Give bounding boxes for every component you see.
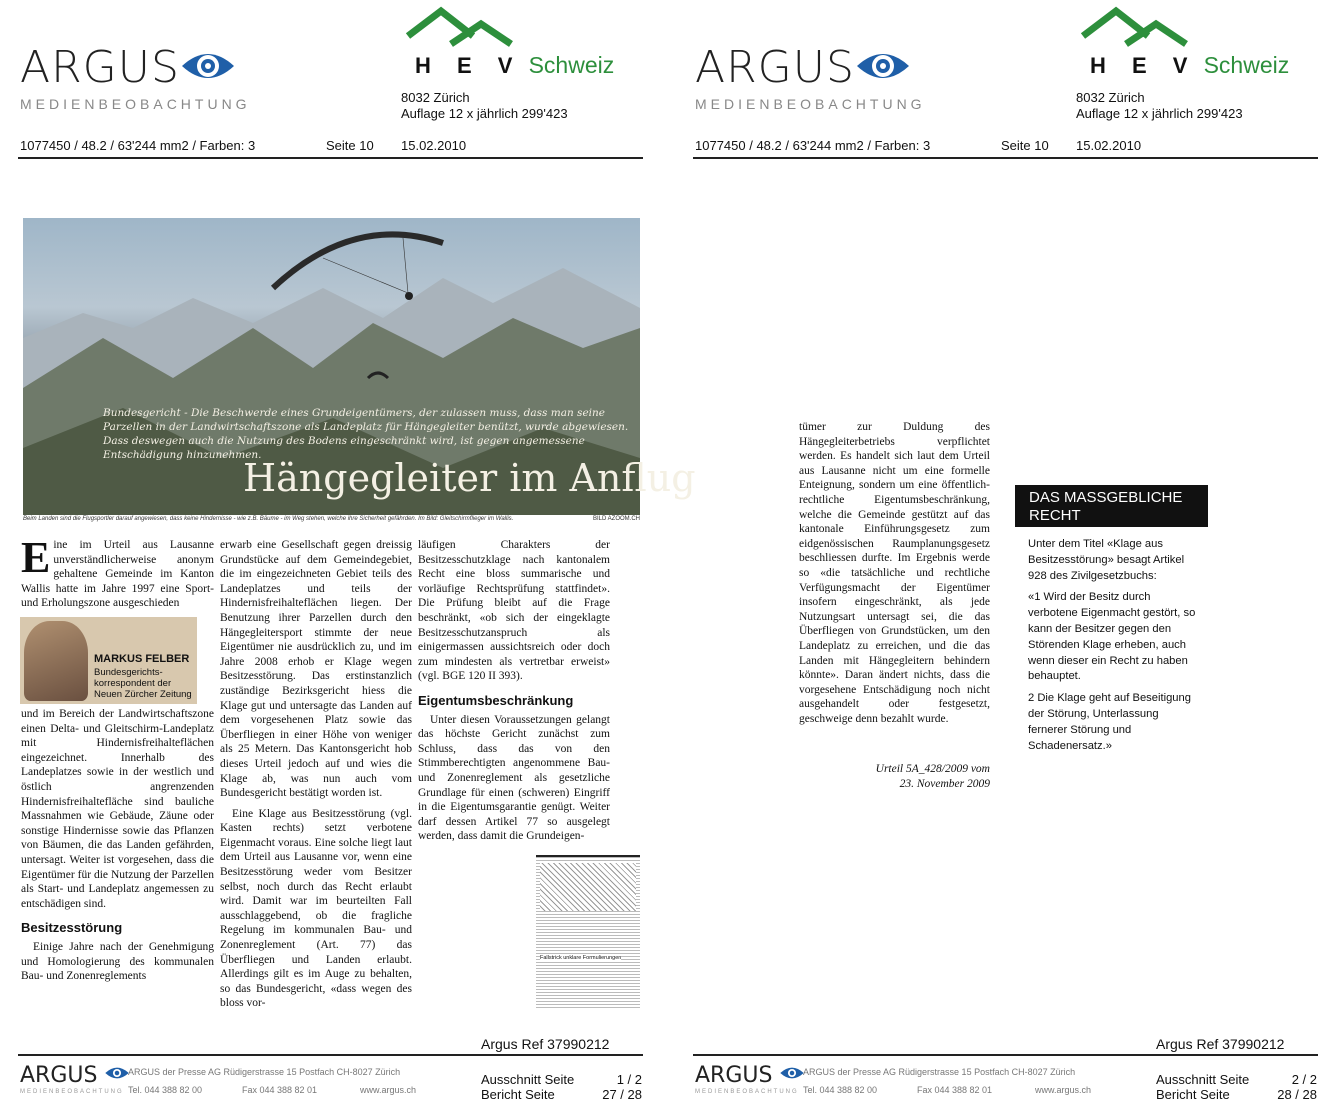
footer-rule <box>693 1054 1318 1056</box>
footer-page-counts: 2 / 2 28 / 28 <box>1277 1072 1317 1102</box>
photo-credit: BILD AZOOM.CH <box>592 516 640 522</box>
argus-eye-icon <box>855 46 911 86</box>
footer-website: www.argus.ch <box>360 1085 417 1095</box>
page-thumbnail <box>536 855 640 1010</box>
argus-reference: Argus Ref 37990212 <box>1156 1036 1285 1052</box>
publication-circulation: Auflage 12 x jährlich 299'423 <box>401 106 568 121</box>
publication-city: 8032 Zürich <box>401 90 470 105</box>
issue-date: 15.02.2010 <box>1076 138 1142 153</box>
subheading-besitzesstoerung: Besitzesstörung <box>21 920 123 936</box>
publication-city: 8032 Zürich <box>1076 90 1145 105</box>
footer-phone: Tel. 044 388 82 00 <box>128 1085 203 1095</box>
argus-eye-icon <box>779 1064 805 1082</box>
clipping-metadata: 1077450 / 48.2 / 63'244 mm2 / Farben: 3 <box>20 138 256 153</box>
page-number: Seite 10 <box>326 138 374 153</box>
footer-rule <box>18 1054 643 1056</box>
footer-fax: Fax 044 388 82 01 <box>242 1085 318 1095</box>
hev-logo: H E V Schweiz <box>1078 6 1258 76</box>
argus-reference: Argus Ref 37990212 <box>481 1036 610 1052</box>
house-roof-icon <box>1078 6 1258 50</box>
argus-eye-icon <box>180 46 236 86</box>
publication-circulation: Auflage 12 x jährlich 299'423 <box>1076 106 1243 121</box>
footer-argus-logo: ARGUS <box>20 1063 130 1088</box>
page-number: Seite 10 <box>1001 138 1049 153</box>
footer-labels: Ausschnitt Seite Bericht Seite <box>481 1072 575 1102</box>
author-box <box>20 617 197 704</box>
argus-subtitle: MEDIENBEOBACHTUNG <box>20 96 251 112</box>
thumbnail-label: Fallstrick unklare Formulierungen <box>540 955 622 961</box>
article-title: Hängegleiter im Anflug <box>243 456 696 500</box>
footer-address: ARGUS der Presse AG Rüdigerstrasse 15 Postfach CH-8027 Zürich <box>803 1067 1076 1077</box>
column-3: läufigen Charakters der Besitzesschutzklage nach kantonalem Recht eine bloss summarische und vorläufige Rechtsprüfung stattfindet». Die Prüfung bleibt auf die Frage beschränkt, «ob sich der eingeklagte Besitzesschutzanspruch als einigermassen aussichtsreich oder doch zum mindesten als vertretbar erweist» (vgl. BGE 120 II 393). Eigentumsbeschränkung Unter diesen Voraussetzungen gelangt das höchste Gericht zunächst zum Schluss, dass das von den Stimmberechtigten angenommene Bau- und Zonenreglement als gesetzliche Grundlage für einen (schweren) Eingriff in die Eigentumsgarantie genügt. Weiter darf dessen Artikel 77 so ausgelegt werden, dass damit die Grundeigen- <box>418 539 610 843</box>
footer-labels: Ausschnitt Seite Bericht Seite <box>1156 1072 1250 1102</box>
footer-page-counts: 1 / 2 27 / 28 <box>602 1072 642 1102</box>
info-box-title: DAS MASSGEBLICHE RECHT <box>1015 485 1208 527</box>
clipping-page-1: ARGUS MEDIENBEOBACHTUNG H E V Schweiz 8032 Zürich Auflage 12 x jährlich 299'423 1077450 / 48.2 / 63'244 mm2 / Farben: 3 Seite 10 15.02.2010 Bundesgericht - Die Beschwerde eines Grundeigentümers, der zulassen muss, dass man seine Parzellen in der Landwirtschaftszone als Landeplatz für Hängegleiter benützt, wurde abgewiesen. Dass deswegen auch die Nutzung des Bodens eingeschränkt wird, ist gegen angemessene Entschädigung hinzunehmen. Hängegleiter im Anflug Beim Landen sind die Flugsportler darauf angewiesen, dass keine Hindernisse - wie z.B. Bäume - im Weg stehen, welche ihre Sicherheit gefährden. Im Bild: Gleitschirmflieger im Wallis. BILD AZOOM.CH E ine im Urteil aus Lausanne unverständlicherweise anonym gehaltene Gemeinde im Kanton Wallis hatte im Jahre 1997 eine Sport- und Erholungszone ausgeschieden MARKUS FELBER Bundesgerichts-korrespondent der Neuen Zürcher Zeitung und im Bereich der Landwirtschaftszone einen Delta- und Gleitschirm-Landeplatz mit Hindernisfreihalteflächen eingezeichnet. Innerhalb des Landeplatzes sowie in der westlich und östlich angrenzenden Hindernisfreihaltefläche sind bauliche Massnahmen wie Gebäude, Zäune oder sonstige Hindernisse sowie das Pflanzen von Bäumen, die das Landen gefährden, untersagt. Weiter ist vorgesehen, dass die Eigentümer für die Nutzung der Parzellen als Start- und Landeplatz angemessen zu entschädigen sind. Besitzesstörung Einige Jahre nach der Genehmigung und Homologierung des kommunalen Bau- und Zonenreglements erwarb eine Gesellschaft gegen dreissig Grundstücke auf dem Gemeindegebiet, die im eingezeichneten Gebiet teils des Landeplatzes und teils der Hindernisfreihalteflächen liegen. Der Benutzung ihrer Parzellen durch den Hängegleitersport stimmte der neue Eigentümer nie ausdrücklich zu, und im Jahre 2008 erhob er Klage wegen Besitzesstörung. Das erstinstanzlich zuständige Bezirksgericht hiess die Klage gut und untersagte das Landen auf dem vorgesehenen Platz sowie das Überfliegen in einer Höhe von weniger als 25 Metern. Das Kantonsgericht hob dieses Urteil jedoch auf und wies die Klage ab, was nun auch vom Bundesgericht bestätigt worden ist. Eine Klage aus Besitzesstörung (vgl. Kasten rechts) setzt verbotene Eigenmacht voraus. Eine solche liegt laut dem Urteil aus Lausanne vor, wenn eine Besitzesstörung weder vom Besitzer selbst, noch durch das Recht erlaubt wird. Damit war im beurteilten Fall ausschlaggebend, ob die fragliche Regelung im kommunalen Bau- und Zonenreglement (Art. 77) das Überfliegen und Landen erlaubt. Allerdings gilt es im Auge zu behalten, so das Bundesgericht, «dass wegen des bloss vor- läufigen Charakters der Besitzesschutzklage nach kantonalem Recht eine bloss summarische und vorläufige Rechtsprüfung stattfindet». Die Prüfung bleibt auf die Frage beschränkt, «ob sich der eingeklagte Besitzesschutzanspruch als einigermassen aussichtsreich oder doch zum mindesten als vertretbar erweist» (vgl. BGE 120 II 393). Eigentumsbeschränkung Unter diesen Voraussetzungen gelangt das höchste Gericht zunächst zum Schluss, dass das von den Stimmberechtigten angenommene Bau- und Zonenreglement als gesetzliche Grundlage für einen (schweren) Eingriff in die Eigentumsgarantie genügt. Weiter darf dessen Artikel 77 so ausgelegt werden, dass damit die Grundeigen- Fallstrick unklare Formulierungen Argus Ref 37990212 ARGUS MEDIENBEOBACHTUNG ARGUS der Presse AG Rüdigerstrasse 15 Postfach CH-8027 Zürich Tel. 044 388 82 00 Fax 044 388 82 01 www.argus.ch Ausschnitt Seite Bericht Seite 1 / 2 27 / 28 <box>18 0 658 1102</box>
drop-cap: E <box>21 533 51 582</box>
argus-eye-icon <box>104 1064 130 1082</box>
footer-address: ARGUS der Presse AG Rüdigerstrasse 15 Postfach CH-8027 Zürich <box>128 1067 401 1077</box>
ruling-reference: Urteil 5A_428/2009 vom 23. November 2009 <box>875 763 990 790</box>
author-photo <box>24 621 88 701</box>
footer-website: www.argus.ch <box>1035 1085 1092 1095</box>
header-rule <box>693 157 1318 159</box>
info-box-body: Unter dem Titel «Klage aus Besitzesstörung» besagt Artikel 928 des Zivilgesetzbuchs: «1 Wird der Besitz durch verbotene Eigenmacht gestört, so kann der Besitzer gegen den Störenden Klage erheben, auch wenn dieser ein Recht zu haben behauptet. 2 Die Klage geht auf Beseitigung der Störung, Unterlassung fernerer Störung und Schadenersatz.» <box>1028 538 1196 752</box>
author-name: MARKUS FELBER <box>94 653 190 665</box>
column-1-intro: E ine im Urteil aus Lausanne unverständlicherweise anonym gehaltene Gemeinde im Kanton Wallis hatte im Jahre 1997 eine Sport- und Erholungszone ausgeschieden <box>21 533 214 610</box>
issue-date: 15.02.2010 <box>401 138 467 153</box>
column-2: erwarb eine Gesellschaft gegen dreissig Grundstücke auf dem Gemeindegebiet, die im eingezeichneten Gebiet teils des Landeplatzes und teils der Hindernisfreihalteflächen liegen. Der Benutzung ihrer Parzellen durch den Hängegleitersport stimmte der neue Eigentümer nie ausdrücklich zu, und im Jahre 2008 erhob er Klage wegen Besitzesstörung. Das erstinstanzlich zuständige Bezirksgericht hiess die Klage gut und untersagte das Landen auf dem vorgesehenen Platz sowie das Überfliegen in einer Höhe von weniger als 25 Metern. Das Kantonsgericht hob dieses Urteil jedoch auf und wies die Klage ab, was nun auch vom Bundesgericht bestätigt worden ist. Eine Klage aus Besitzesstörung (vgl. Kasten rechts) setzt verbotene Eigenmacht voraus. Eine solche liegt laut dem Urteil aus Lausanne vor, wenn eine Besitzesstörung weder vom Besitzer selbst, noch durch das Recht erlaubt wird. Damit war im beurteilten Fall ausschlaggebend, ob die fragliche Regelung im kommunalen Bau- und Zonenreglement (Art. 77) das Überfliegen und Landen erlaubt. Allerdings gilt es im Auge zu behalten, so das Bundesgericht, «dass wegen des bloss vor- <box>220 539 412 1010</box>
footer-phone: Tel. 044 388 82 00 <box>803 1085 878 1095</box>
footer-fax: Fax 044 388 82 01 <box>917 1085 993 1095</box>
footer-argus-logo: ARGUS <box>695 1063 805 1088</box>
header-rule <box>18 157 643 159</box>
clipping-page-2: ARGUS MEDIENBEOBACHTUNG H E V Schweiz 8032 Zürich Auflage 12 x jährlich 299'423 1077450 / 48.2 / 63'244 mm2 / Farben: 3 Seite 10 15.02.2010 tümer zur Duldung des Hängegleiterbetriebs verpflichtet werden. Es handelt sich laut dem Urteil aus Lausanne nicht um eine formelle Enteignung, sondern um eine öffentlich-rechtliche Eigentumsbeschränkung, welche die Gemeinde gestützt auf das kantonale Einführungsgesetz zum eidgenössischen Raumplanungsgesetz beschliessen durfte. Im Ergebnis werde so «die tatsächliche und rechtliche Verfügungsmacht der Eigentümer insofern eingeschränkt, als jede Nutzungsart untersagt sei, die das Überfliegen von Grundstücken, um den Landeplatz zu erreichen, und die das Landen mit Hängegleitern behindern könnte». Daran ändert nichts, dass die vorgesehene Entschädigung noch nicht ausgehandelt oder festgesetzt, geschweige denn bezahlt wurde. Urteil 5A_428/2009 vom 23. November 2009 DAS MASSGEBLICHE RECHT Unter dem Titel «Klage aus Besitzesstörung» besagt Artikel 928 des Zivilgesetzbuchs: «1 Wird der Besitz durch verbotene Eigenmacht gestört, so kann der Besitzer gegen den Störenden Klage erheben, auch wenn dieser ein Recht zu haben behauptet. 2 Die Klage geht auf Beseitigung der Störung, Unterlassung fernerer Störung und Schadenersatz.» Argus Ref 37990212 ARGUS MEDIENBEOBACHTUNG ARGUS der Presse AG Rüdigerstrasse 15 Postfach CH-8027 Zürich Tel. 044 388 82 00 Fax 044 388 82 01 www.argus.ch Ausschnitt Seite Bericht Seite 2 / 2 28 / 28 <box>693 0 1333 1102</box>
author-role: Bundesgerichts-korrespondent der Neuen Zürcher Zeitung <box>94 667 192 700</box>
clipping-metadata: 1077450 / 48.2 / 63'244 mm2 / Farben: 3 <box>695 138 931 153</box>
subheading-eigentumsbeschraenkung: Eigentumsbeschränkung <box>418 692 574 708</box>
article-photo <box>23 218 696 515</box>
argus-logo: ARGUS <box>695 42 855 93</box>
column-4: tümer zur Duldung des Hängegleiterbetriebs verpflichtet werden. Es handelt sich laut dem Urteil aus Lausanne nicht um eine formelle Enteignung, sondern um eine öffentlich-rechtliche Eigentumsbeschränkung, welche die Gemeinde gestützt auf das kantonale Einführungsgesetz zum eidgenössischen Raumplanungsgesetz beschliessen durfte. Im Ergebnis werde so «die tatsächliche und rechtliche Verfügungsmacht der Eigentümer insofern eingeschränkt, als jede Nutzungsart untersagt sei, die das Überfliegen von Grundstücken, um den Landeplatz zu erreichen, und die das Landen mit Hängegleitern behindern könnte». Daran ändert nichts, dass die vorgesehene Entschädigung noch nicht ausgehandelt oder festgesetzt, geschweige denn bezahlt wurde. <box>799 421 990 725</box>
article-lead: Bundesgericht - Die Beschwerde eines Grundeigentümers, der zulassen muss, dass man seine Parzellen in der Landwirtschaftszone als Landeplatz für Hängegleiter benützt, wurde abgewiesen. Dass deswegen auch die Nutzung des Bodens eingeschränkt wird, ist gegen angemessene Entschädigung hinzunehmen. <box>103 407 629 461</box>
hev-logo: H E V Schweiz <box>403 6 583 76</box>
argus-logo: ARGUS <box>20 42 180 93</box>
house-roof-icon <box>403 6 583 50</box>
photo-caption: Beim Landen sind die Flugsportler darauf angewiesen, dass keine Hindernisse - wie z.B. Bäume - im Weg stehen, welche ihre Sicherheit gefährden. Im Bild: Gleitschirmflieger im Wallis. BILD AZOOM.CH <box>23 516 640 522</box>
column-1: und im Bereich der Landwirtschaftszone einen Delta- und Gleitschirm-Landeplatz mit Hindernisfreihalteflächen eingezeichnet. Innerhalb des Landeplatzes sowie in der westlich und östlich angrenzenden Hindernisfreihaltefläche sind bauliche Massnahmen wie Gebäude, Zäune oder sonstige Hindernisse sowie das Pflanzen von Bäumen, die das Landen gefährden, untersagt. Weiter ist vorgesehen, dass die Eigentümer für die Nutzung der Parzellen als Start- und Landeplatz angemessen zu entschädigen sind. Besitzesstörung Einige Jahre nach der Genehmigung und Homologierung des kommunalen Bau- und Zonenreglements <box>21 708 214 983</box>
argus-subtitle: MEDIENBEOBACHTUNG <box>695 96 926 112</box>
